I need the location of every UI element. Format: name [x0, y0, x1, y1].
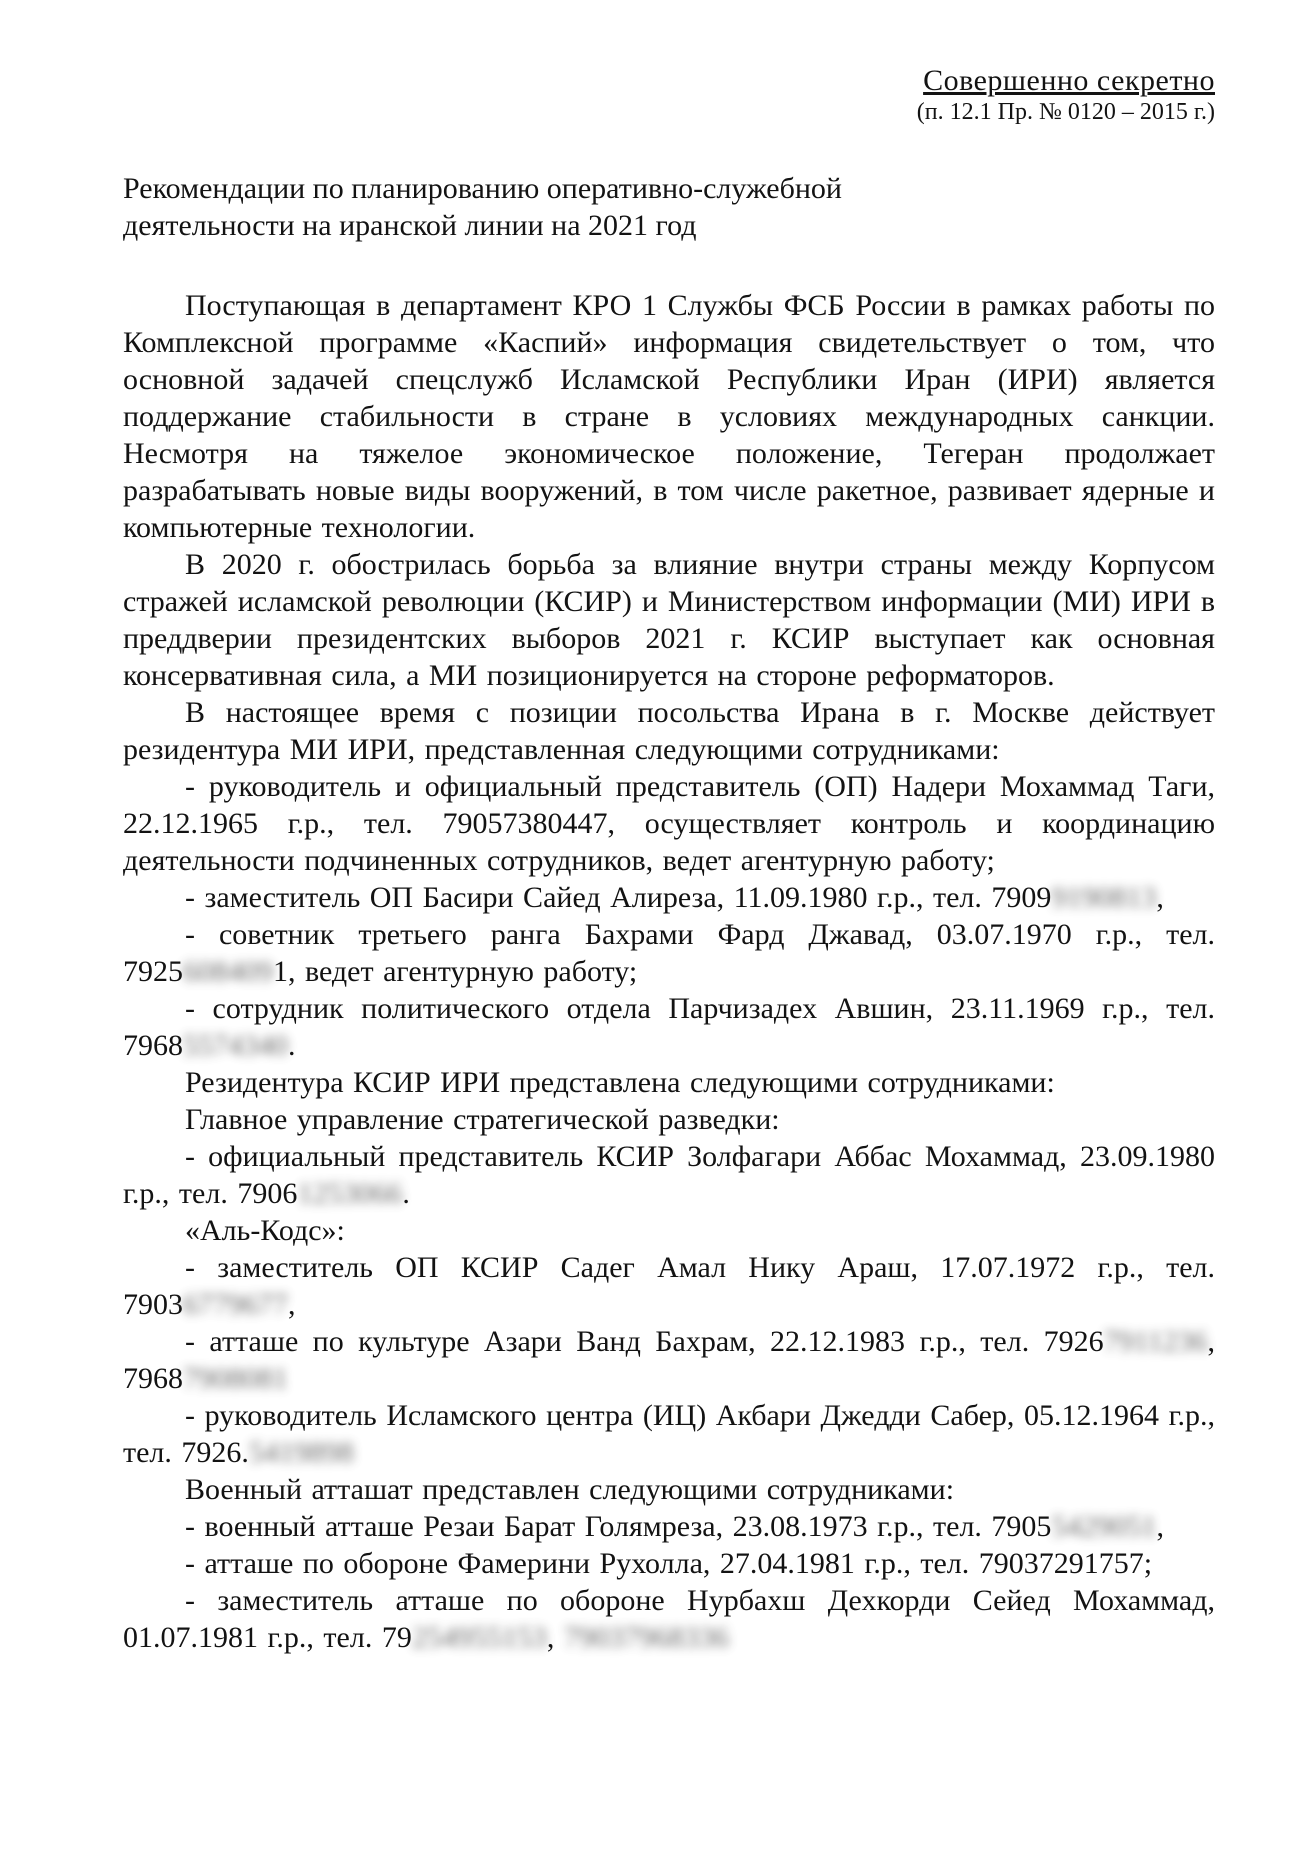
document-body: [123, 287, 1215, 1656]
paragraph: [123, 768, 1215, 879]
text-run: - сотрудник политического отдела Парчизадех Авшин, 23.11.1969 г.р., тел. 7968: [123, 992, 1215, 1062]
text-run: .: [288, 1029, 296, 1062]
text-run: Резидентура КСИР ИРИ представлена следующими сотрудниками:: [185, 1066, 1055, 1099]
text-run: - заместитель ОП Басири Сайед Алиреза, 11.09.1980 г.р., тел. 7909: [185, 881, 1052, 914]
paragraph: [123, 1545, 1215, 1582]
redacted-phone-digits: 7908081: [183, 1362, 288, 1395]
redacted-phone-digits: 79037968336: [563, 1621, 729, 1654]
text-run: Поступающая в департамент КРО 1 Службы ФСБ России в рамках работы по Комплексной программе «Каспий» информация свидетельствует о том, что основной задачей спецслужб Исламской Республики Иран (ИРИ) является поддержание стабильности в стране в условиях международных санкции. Несмотря на тяжелое экономическое положение, Тегеран продолжает разрабатывать новые виды вооружений, в том числе ракетное, развивает ядерные и компьютерные технологии.: [123, 289, 1215, 544]
document-title-line2: деятельности на иранской линии на 2021 год: [123, 209, 697, 242]
text-run: , 7968: [123, 1325, 1215, 1395]
redacted-phone-digits: 254955153: [411, 1621, 547, 1654]
classification-block: [123, 64, 1215, 126]
classification-stamp: Совершенно секретно: [923, 64, 1215, 97]
paragraph: [123, 1064, 1215, 1101]
text-run: «Аль-Кодс»:: [185, 1214, 345, 1247]
document-title-line1: Рекомендации по планированию оперативно-служебной: [123, 172, 842, 205]
text-run: - заместитель атташе по обороне Нурбахш Дехкорди Сейед Мохаммад, 01.07.1981 г.р., тел. 79: [123, 1584, 1215, 1654]
paragraph: [123, 1101, 1215, 1138]
paragraph: [123, 694, 1215, 768]
text-run: - руководитель и официальный представитель (ОП) Надери Мохаммад Таги, 22.12.1965 г.р., тел. 79057380447, осуществляет контроль и координацию деятельности подчиненных сотрудников, ведет агентурную работу;: [123, 770, 1215, 877]
text-run: - атташе по культуре Азари Ванд Бахрам, 22.12.1983 г.р., тел. 7926: [185, 1325, 1104, 1358]
redacted-phone-digits: 6779677: [183, 1288, 288, 1321]
paragraph: [123, 990, 1215, 1064]
text-run: ,: [1156, 881, 1164, 914]
text-run: - официальный представитель КСИР Золфагари Аббас Мохаммад, 23.09.1980 г.р., тел. 7906: [123, 1140, 1215, 1210]
text-run: Военный атташат представлен следующими сотрудниками:: [185, 1473, 955, 1506]
redacted-phone-digits: 5574340: [183, 1029, 288, 1062]
paragraph: [123, 287, 1215, 546]
paragraph: [123, 1582, 1215, 1656]
paragraph: [123, 1471, 1215, 1508]
text-run: - советник третьего ранга Бахрами Фард Джавад, 03.07.1970 г.р., тел. 7925: [123, 918, 1215, 988]
paragraph: [123, 1249, 1215, 1323]
text-run: - заместитель ОП КСИР Садег Амал Нику Араш, 17.07.1972 г.р., тел. 7903: [123, 1251, 1215, 1321]
text-run: - атташе по обороне Фамерини Рухолла, 27.04.1981 г.р., тел. 79037291757;: [185, 1547, 1153, 1580]
text-run: 1, ведет агентурную работу;: [273, 955, 638, 988]
text-run: Главное управление стратегической разведки:: [185, 1103, 780, 1136]
paragraph: [123, 1138, 1215, 1212]
paragraph: [123, 1397, 1215, 1471]
paragraph: [123, 916, 1215, 990]
text-run: - руководитель Исламского центра (ИЦ) Акбари Джедди Сабер, 05.12.1964 г.р., тел. 7926.: [123, 1399, 1215, 1469]
text-run: - военный атташе Резаи Барат Голямреза, 23.08.1973 г.р., тел. 7905: [185, 1510, 1052, 1543]
paragraph: [123, 879, 1215, 916]
text-run: В настоящее время с позиции посольства Ирана в г. Москве действует резидентура МИ ИРИ, представленная следующими сотрудниками:: [123, 696, 1215, 766]
text-run: В 2020 г. обострилась борьба за влияние внутри страны между Корпусом стражей исламской революции (КСИР) и Министерством информации (МИ) ИРИ в преддверии президентских выборов 2021 г. КСИР выступает как основная консервативная сила, а МИ позиционируется на стороне реформаторов.: [123, 548, 1215, 692]
redacted-phone-digits: 5419898: [248, 1436, 354, 1469]
paragraph: [123, 1323, 1215, 1397]
text-run: ,: [288, 1288, 296, 1321]
classification-reference: (п. 12.1 Пр. № 0120 – 2015 г.): [916, 99, 1215, 125]
redacted-phone-digits: 5429051: [1051, 1510, 1157, 1543]
paragraph: [123, 1212, 1215, 1249]
paragraph: [123, 1508, 1215, 1545]
text-run: .: [402, 1177, 410, 1210]
redacted-phone-digits: 9190813: [1051, 881, 1157, 914]
redacted-phone-digits: 7911236: [1103, 1325, 1208, 1358]
redacted-phone-digits: 1253066: [297, 1177, 403, 1210]
document-title: [123, 170, 1215, 244]
paragraph: [123, 546, 1215, 694]
text-run: ,: [1156, 1510, 1164, 1543]
redacted-phone-digits: 608409: [183, 955, 273, 988]
text-run: ,: [546, 1621, 564, 1654]
